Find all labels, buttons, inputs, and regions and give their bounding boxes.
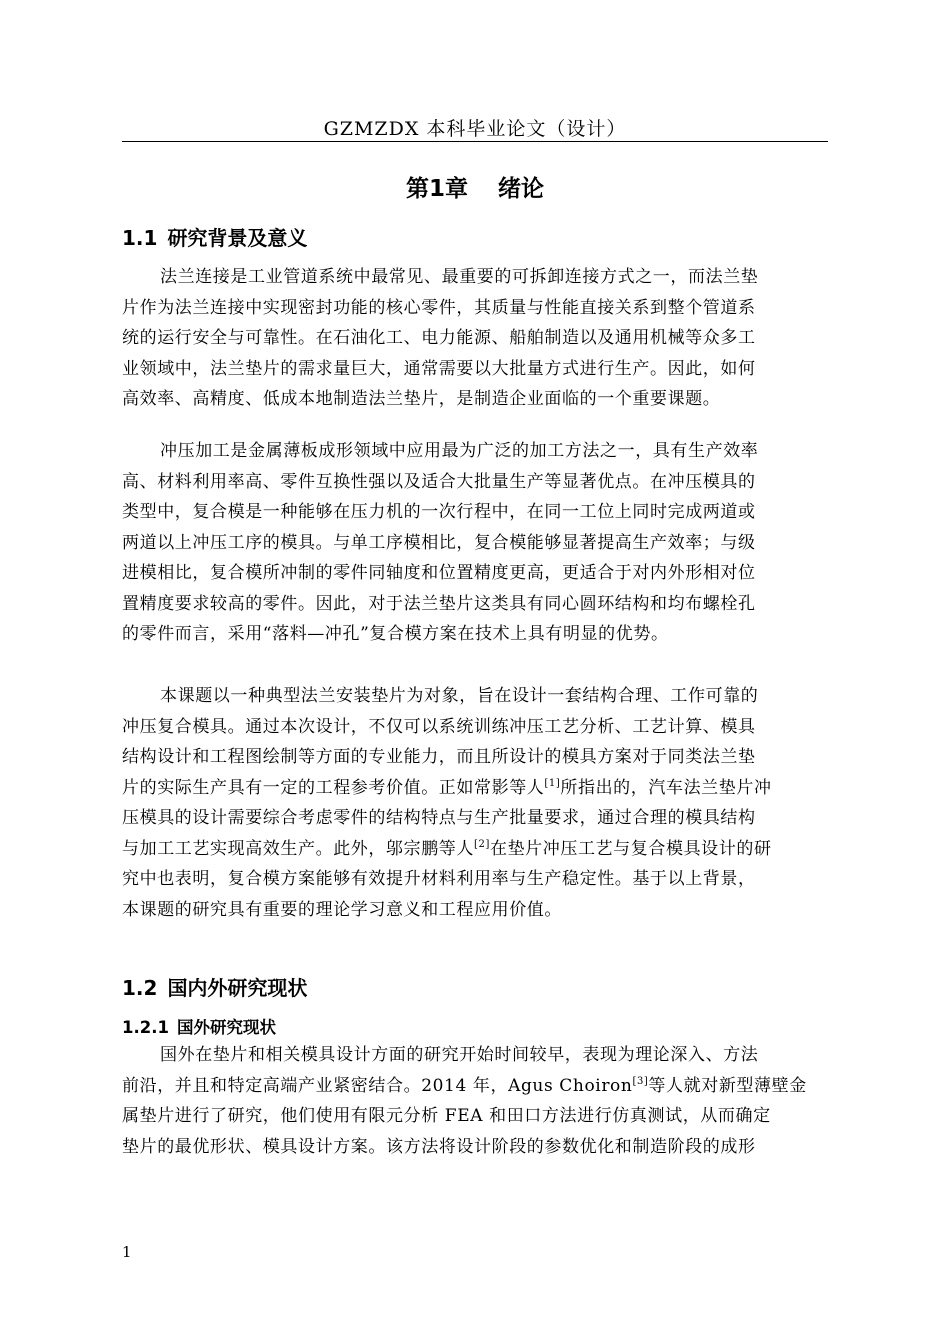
section-number: 1.1 xyxy=(122,226,158,250)
citation-ref-3: [3] xyxy=(632,1075,649,1087)
paragraph-background-1 xyxy=(122,262,828,415)
paragraph-line: 两道以上冲压工序的模具。与单工序模相比，复合模能够显著提高生产效率；与级 xyxy=(122,532,756,553)
subsection-heading-1-2-1 xyxy=(122,1014,276,1038)
text-run: 前沿，并且和特定高端产业紧密结合。2014 年，Agus Choiron xyxy=(122,1075,633,1096)
paragraph-line: 的零件而言，采用“落料—冲孔”复合模方案在技术上具有明显的优势。 xyxy=(122,624,669,644)
text-run: 在垫片冲压工艺与复合模具设计的研 xyxy=(489,838,772,859)
section-title: 国内外研究现状 xyxy=(167,976,308,1000)
paragraph-line: 进模相比，复合模所冲制的零件同轴度和位置精度更高，更适合于对内外形相对位 xyxy=(122,563,756,583)
paragraph-line: 结构设计和工程图绘制等方面的专业能力，而且所设计的模具方案对于同类法兰垫 xyxy=(122,747,756,767)
paragraph-line: 垫片的最优形状、模具设计方案。该方法将设计阶段的参数优化和制造阶段的成形 xyxy=(122,1136,756,1157)
text-run: 片的实际生产具有一定的工程参考价值。正如常影等人 xyxy=(122,777,545,798)
text-run: 所指出的，汽车法兰垫片冲 xyxy=(560,777,772,798)
paragraph-line: 高、材料利用率高、零件互换性强以及适合大批量生产等显著优点。在冲压模具的 xyxy=(122,471,756,492)
chapter-name: 绪论 xyxy=(498,176,544,202)
paragraph-line: 高效率、高精度、低成本地制造法兰垫片，是制造企业面临的一个重要课题。 xyxy=(122,389,721,409)
header-rule xyxy=(122,141,828,142)
page-number: 1 xyxy=(122,1243,132,1261)
citation-ref-1: [1] xyxy=(544,777,561,789)
subsection-title: 国外研究现状 xyxy=(176,1018,276,1037)
paragraph-line: 压模具的设计需要综合考虑零件的结构特点与生产批量要求，通过合理的模具结构 xyxy=(122,808,756,828)
paragraph-background-3 xyxy=(122,681,828,925)
paragraph-line: 置精度要求较高的零件。因此，对于法兰垫片这类具有同心圆环结构和均布螺栓孔 xyxy=(122,593,756,614)
paragraph-line: 冲压复合模具。通过本次设计，不仅可以系统训练冲压工艺分析、工艺计算、模具 xyxy=(122,716,756,737)
paragraph-line: 究中也表明，复合模方案能够有效提升材料利用率与生产稳定性。基于以上背景， xyxy=(122,869,756,889)
paragraph-line: 属垫片进行了研究，他们使用有限元分析 FEA 和田口方法进行仿真测试，从而确定 xyxy=(122,1106,771,1126)
paragraph-line xyxy=(122,773,828,804)
paragraph-line xyxy=(122,1071,828,1102)
paragraph-line: 法兰连接是工业管道系统中最常见、最重要的可拆卸连接方式之一，而法兰垫 xyxy=(160,267,759,287)
citation-ref-2: [2] xyxy=(474,838,490,850)
paragraph-line xyxy=(122,834,828,865)
paragraph-line: 统的运行安全与可靠性。在石油化工、电力能源、船舶制造以及通用机械等众多工 xyxy=(122,328,756,348)
section-heading-1-2 xyxy=(122,972,307,1001)
paragraph-line: 片作为法兰连接中实现密封功能的核心零件，其质量与性能直接关系到整个管道系 xyxy=(122,297,756,318)
section-title: 研究背景及意义 xyxy=(167,226,308,250)
subsection-number: 1.2.1 xyxy=(122,1018,169,1037)
paragraph-line: 本课题以一种典型法兰安装垫片为对象，旨在设计一套结构合理、工作可靠的 xyxy=(160,686,759,706)
text-run: 与加工工艺实现高效生产。此外，邬宗鹏等人 xyxy=(122,838,474,859)
paragraph-line: 冲压加工是金属薄板成形领域中应用最为广泛的加工方法之一，具有生产效率 xyxy=(160,441,759,461)
paragraph-foreign-research xyxy=(122,1040,828,1162)
running-header: GZMZDX 本科毕业论文（设计） xyxy=(323,118,627,140)
paragraph-line: 类型中，复合模是一种能够在压力机的一次行程中，在同一工位上同时完成两道或 xyxy=(122,502,756,522)
paragraph-line: 国外在垫片和相关模具设计方面的研究开始时间较早，表现为理论深入、方法 xyxy=(160,1045,759,1065)
paragraph-line: 本课题的研究具有重要的理论学习意义和工程应用价值。 xyxy=(122,899,562,920)
paragraph-line: 业领域中，法兰垫片的需求量巨大，通常需要以大批量方式进行生产。因此，如何 xyxy=(122,358,756,379)
section-heading-1-1 xyxy=(122,222,307,251)
chapter-number: 第1章 xyxy=(405,176,468,202)
paragraph-background-2 xyxy=(122,436,828,650)
section-number: 1.2 xyxy=(122,976,158,1000)
chapter-title xyxy=(122,170,828,203)
text-run: 等人就对新型薄壁金 xyxy=(648,1075,807,1096)
